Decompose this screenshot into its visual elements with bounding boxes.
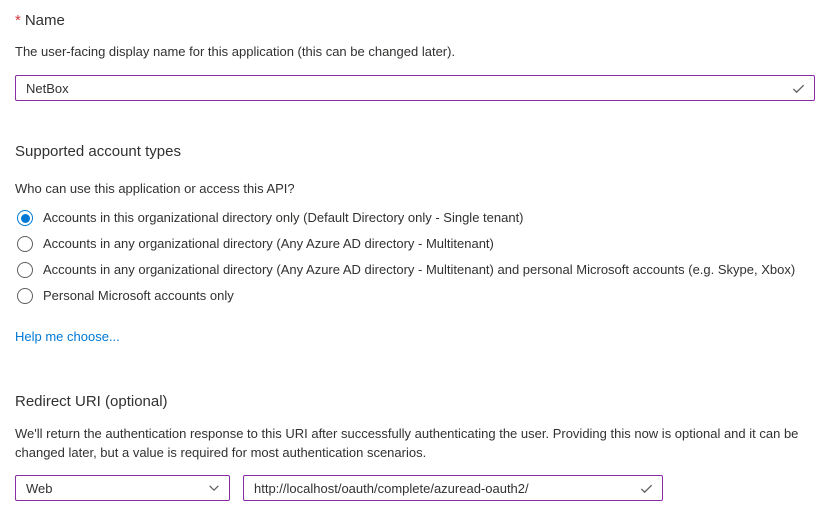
redirect-uri-section-title: Redirect URI (optional) [15, 393, 168, 410]
account-types-section-title: Supported account types [15, 143, 181, 160]
account-types-radio-group [15, 205, 815, 309]
redirect-uri-description: We'll return the authentication response to this URI after successfully authenticating the user. Providing this now is optional and it can be changed later, but a value is required for most authentication scenarios. [15, 426, 799, 460]
radio-option-single-tenant[interactable] [15, 205, 815, 231]
radio-button-icon [17, 262, 33, 278]
radio-option-label: Accounts in any organizational directory (Any Azure AD directory - Multitenant) [43, 236, 494, 251]
chevron-down-icon [207, 481, 221, 495]
valid-check-icon [791, 81, 806, 96]
account-types-question: Who can use this application or access this API? [15, 181, 295, 196]
radio-option-personal-only[interactable] [15, 283, 815, 309]
radio-button-icon [17, 210, 33, 226]
redirect-uri-input-box [243, 475, 663, 501]
radio-button-icon [17, 288, 33, 304]
radio-option-label: Accounts in this organizational directory only (Default Directory only - Single tenant) [43, 210, 524, 225]
name-title-text: Name [24, 12, 65, 29]
platform-select-dropdown[interactable] [15, 475, 230, 501]
radio-option-label: Accounts in any organizational directory (Any Azure AD directory - Multitenant) and personal Microsoft accounts (e.g. Skype, Xbox) [43, 262, 796, 277]
radio-button-icon [17, 236, 33, 252]
radio-option-multitenant[interactable] [15, 231, 815, 257]
redirect-uri-input[interactable] [254, 481, 639, 496]
valid-check-icon [639, 481, 654, 496]
radio-option-label: Personal Microsoft accounts only [43, 288, 234, 303]
radio-option-multitenant-personal[interactable] [15, 257, 815, 283]
name-input[interactable] [26, 81, 791, 96]
name-input-box [15, 75, 815, 101]
name-description: The user-facing display name for this application (this can be changed later). [15, 44, 456, 59]
required-asterisk: * [15, 12, 21, 29]
help-me-choose-link[interactable]: Help me choose... [15, 329, 120, 344]
redirect-uri-row [15, 475, 815, 501]
platform-selected-value: Web [26, 480, 53, 496]
name-section-title [15, 12, 815, 30]
